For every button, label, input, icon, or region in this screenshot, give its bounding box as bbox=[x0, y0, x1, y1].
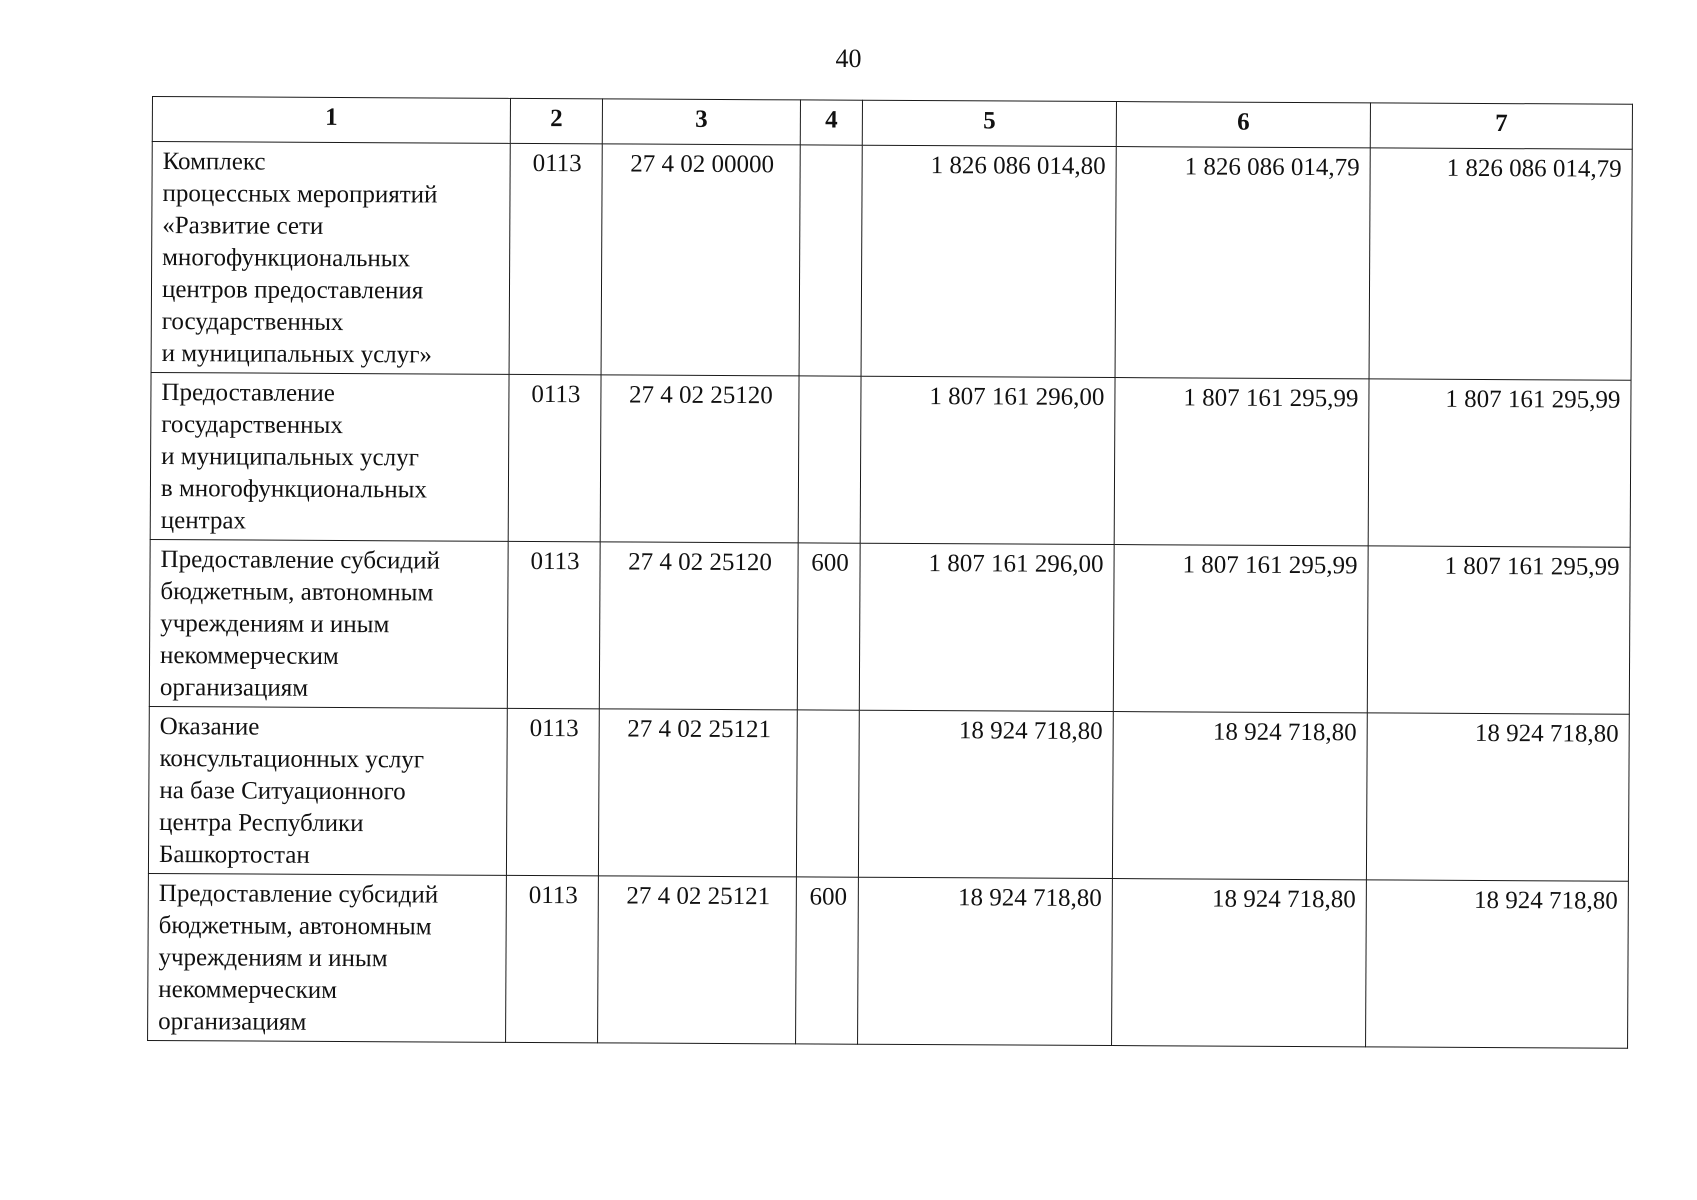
budget-table bbox=[147, 96, 1633, 1049]
amount-col-7: 18 924 718,80 bbox=[1366, 880, 1629, 1048]
amount-col-7: 1 807 161 295,99 bbox=[1368, 379, 1631, 547]
target-code: 27 4 02 25120 bbox=[599, 542, 798, 710]
amount-col-5: 1 826 086 014,80 bbox=[861, 145, 1116, 377]
column-header-4: 4 bbox=[800, 100, 862, 145]
amount-col-6: 1 807 161 295,99 bbox=[1113, 545, 1368, 713]
amount-col-5: 18 924 718,80 bbox=[858, 710, 1113, 878]
table-row bbox=[148, 706, 1629, 881]
table-row bbox=[149, 539, 1630, 714]
target-code: 27 4 02 00000 bbox=[601, 144, 800, 376]
amount-col-6: 1 807 161 295,99 bbox=[1114, 378, 1369, 546]
row-name-cell bbox=[148, 706, 507, 875]
target-code: 27 4 02 25121 bbox=[598, 709, 797, 877]
amount-col-6: 18 924 718,80 bbox=[1112, 712, 1367, 880]
amount-col-7: 1 807 161 295,99 bbox=[1367, 546, 1630, 714]
column-header-1: 1 bbox=[152, 97, 510, 144]
amount-col-5: 18 924 718,80 bbox=[858, 877, 1113, 1045]
amount-col-6: 1 826 086 014,79 bbox=[1115, 147, 1370, 379]
section-code: 0113 bbox=[506, 875, 599, 1042]
target-code: 27 4 02 25120 bbox=[600, 375, 799, 543]
row-name-cell bbox=[148, 873, 507, 1042]
row-name-cell bbox=[149, 539, 508, 708]
row-name-cell bbox=[151, 142, 510, 375]
row-name: Оказание консультационных услуг на базе Ситуационного центра Республики Башкортостан bbox=[158, 713, 425, 869]
amount-col-5: 1 807 161 296,00 bbox=[859, 543, 1114, 711]
table-row bbox=[150, 372, 1631, 547]
amount-col-7: 1 826 086 014,79 bbox=[1369, 148, 1632, 380]
row-name: Предоставление государственных и муниципальных услуг в многофункциональных центрах bbox=[160, 379, 428, 535]
amount-col-5: 1 807 161 296,00 bbox=[860, 376, 1115, 544]
header-row bbox=[152, 97, 1632, 150]
column-header-7: 7 bbox=[1370, 103, 1632, 149]
expense-type-code: 600 bbox=[797, 543, 860, 710]
row-name: Предоставление субсидий бюджетным, автономным учреждениям и иным некоммерческим организациям bbox=[159, 546, 440, 702]
row-name: Комплекс процессных мероприятий «Развитие сети многофункциональных центров предоставления государственных и муниципальных услуг» bbox=[161, 148, 438, 369]
expense-type-code: 600 bbox=[796, 877, 859, 1044]
column-header-3: 3 bbox=[602, 99, 800, 145]
section-code: 0113 bbox=[507, 541, 600, 708]
row-name: Предоставление субсидий бюджетным, автономным учреждениям и иным некоммерческим организациям bbox=[158, 880, 439, 1036]
column-header-6: 6 bbox=[1116, 102, 1370, 148]
expense-type-code bbox=[798, 376, 861, 543]
amount-col-7: 18 924 718,80 bbox=[1366, 713, 1629, 881]
section-code: 0113 bbox=[506, 708, 599, 875]
section-code: 0113 bbox=[508, 374, 601, 541]
amount-col-6: 18 924 718,80 bbox=[1112, 879, 1367, 1047]
table-row bbox=[151, 142, 1632, 381]
target-code: 27 4 02 25121 bbox=[598, 876, 797, 1044]
row-name-cell bbox=[150, 372, 509, 541]
expense-type-code bbox=[796, 710, 859, 877]
expense-type-code bbox=[799, 145, 862, 376]
table-row bbox=[148, 873, 1629, 1048]
column-header-2: 2 bbox=[510, 98, 602, 143]
section-code: 0113 bbox=[509, 143, 602, 374]
column-header-5: 5 bbox=[862, 100, 1116, 146]
page-number: 40 bbox=[835, 44, 862, 73]
